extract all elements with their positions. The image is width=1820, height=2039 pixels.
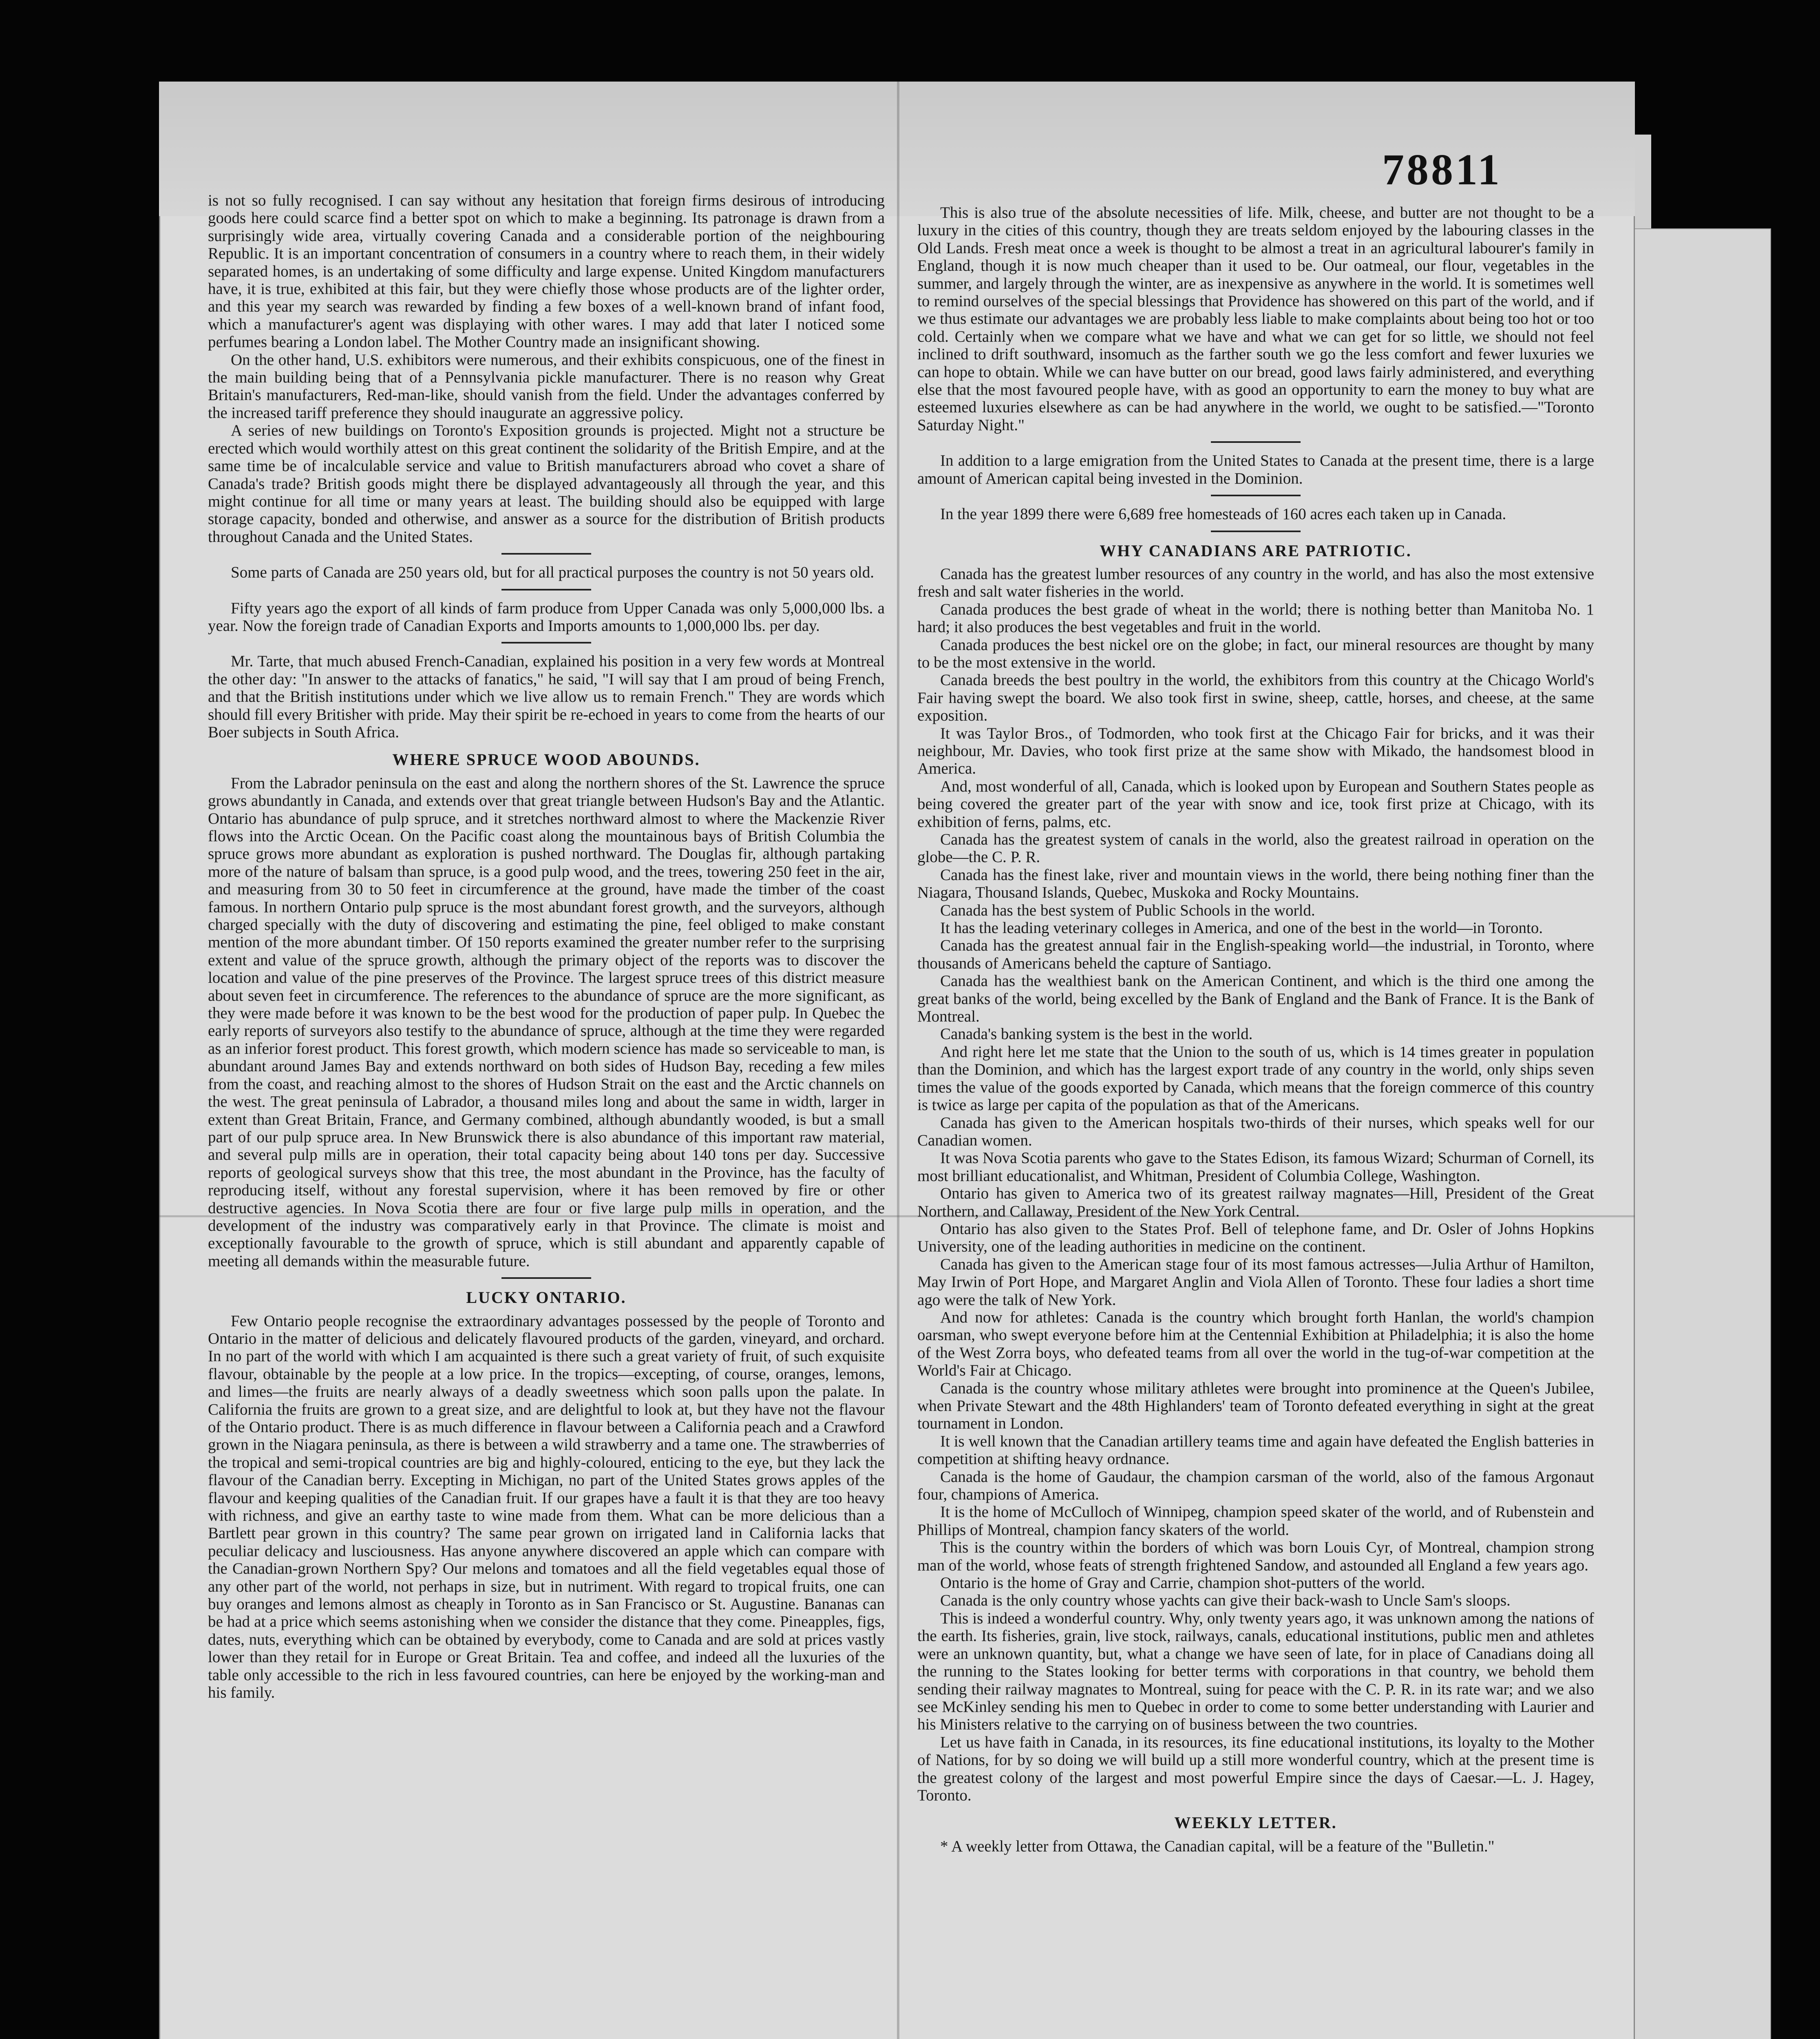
paragraph: It was Taylor Bros., of Todmorden, who took first at the Chicago Fair for bricks, and it was their neighbour, Mr. Davies, who took first prize at the same show with Mikado, the handsomest blood in America. [917,724,1594,778]
paragraph: This is also true of the absolute necessities of life. Milk, cheese, and butter are not thought to be a luxury in the cities of this country, though they are treats seldom enjoyed by the labouring classes in the Old Lands. Fresh meat once a week is thought to be almost a treat in an agricultural labourer's family in England, though it is now much cheaper than it used to be. Our oatmeal, our flour, vegetables in the summer, and largely through the winter, are as inexpensive as anywhere in the world. It is sometimes well to remind ourselves of the special blessings that Providence has showered on this part of the world, and if we thus estimate our advantages we are probably less liable to make complaints about being too hot or too cold. Certainly when we compare what we have and what we can get for so little, we should not feel inclined to drift southward, insomuch as the farther south we go the less comfort and fewer luxuries we can hope to obtain. While we can have butter on our bread, good laws fairly administered, and everything else that the most favoured people have, with as good an opportunity to earn the money to buy what are esteemed luxuries elsewhere as can be had anywhere in the world, we ought to be satisfied.—"Toronto Saturday Night." [917,204,1594,434]
right-column [917,204,1594,1855]
paragraph: Canada has the finest lake, river and mountain views in the world, there being nothing finer than the Niagara, Thousand Islands, Quebec, Muskoka and Rocky Mountains. [917,866,1594,902]
paragraph: Canada produces the best grade of wheat in the world; there is nothing better than Manitoba No. 1 hard; it also produces the best vegetables and fruit in the world. [917,600,1594,636]
paragraph: Canada has the greatest system of canals in the world, also the greatest railroad in operation on the globe—the C. P. R. [917,831,1594,866]
paragraph: And now for athletes: Canada is the country which brought forth Hanlan, the world's champion oarsman, who swept everyone before him at the Centennial Exhibition at Philadelphia; it is also the home of the West Zorra boys, who defeated teams from all over the world in the tug-of-war competition at the World's Fair at Chicago. [917,1308,1594,1380]
paragraph: From the Labrador peninsula on the east and along the northern shores of the St. Lawrence the spruce grows abundantly in Canada, and extends over that great triangle between Hudson's Bay and the Atlantic. Ontario has abundance of pulp spruce, and it stretches northward almost to where the Mackenzie River flows into the Arctic Ocean. On the Pacific coast along the mountainous bays of British Columbia the spruce grows more abundant as exploration is pushed northward. The Douglas fir, although partaking more of the nature of balsam than spruce, is a good pulp wood, and the trees, towering 250 feet in the air, and measuring from 30 to 50 feet in circumference at the ground, have made the timber of the coast famous. In northern Ontario pulp spruce is the most abundant forest growth, and the surveyors, although charged specially with the duty of discovering and estimating the pine, feel obliged to make constant mention of the more abundant timber. Of 150 reports examined the greater number refer to the surprising extent and value of the spruce growth, although the primary object of the reports was to discover the location and value of the pine preserves of the Province. The largest spruce trees of this district measure about seven feet in circumference. The references to the abundance of spruce are the more significant, as they were made before it was known to be the best wood for the production of paper pulp. In Quebec the early reports of surveyors also testify to the abundance of spruce, although at the time they were regarded as an inferior forest product. This forest growth, which modern science has made so serviceable to man, is abundant around James Bay and extends northward on both sides of Hudson Bay, receding a few miles from the coast, and reaching almost to the shores of Hudson Strait on the east and the Arctic channels on the west. The great peninsula of Labrador, a thousand miles long and about the same in width, larger in extent than Great Britain, France, and Germany combined, although abundantly wooded, is but a small part of our pulp spruce area. In New Brunswick there is also abundance of this important raw material, and several pulp mills are in operation, their total capacity being about 140 tons per day. Successive reports of geological surveys show that this tree, the most abundant in the Province, has the faculty of reproducing itself, without any forestal supervision, where it has been removed by fire or other destructive agencies. In Nova Scotia there are four or five large pulp mills in operation, and the development of the industry was comparatively early in that Province. The climate is moist and exceptionally favourable to the growth of spruce, which is still abundant and apparently capable of meeting all demands within the measurable future. [208,774,885,1270]
section-heading: WHERE SPRUCE WOOD ABOUNDS. [392,750,700,769]
patriotic-paragraphs [917,565,1594,1804]
paragraph: Canada has the best system of Public Schools in the world. [940,901,1315,919]
divider-rule [1211,495,1301,496]
paragraph: It is well known that the Canadian artillery teams time and again have defeated the English batteries in competition at shifting heavy ordnance. [917,1432,1594,1468]
left-column [208,192,885,1702]
paragraph: It is the home of McCulloch of Winnipeg, champion speed skater of the world, and of Rubenstein and Phillips of Montreal, champion fancy skaters of the world. [917,1503,1594,1539]
paragraph: And right here let me state that the Union to the south of us, which is 14 times greater in population than the Dominion, and which has the largest export trade of any country in the world, only ships seven times the value of the goods exported by Canada, which means that the foreign commerce of this country is twice as large per capita of the population as that of the Americans. [917,1043,1594,1114]
paragraph: Canada is the country whose military athletes were brought into prominence at the Queen's Jubilee, when Private Stewart and the 48th Highlanders' team of Toronto defeated everything in sight at the great tournament in London. [917,1379,1594,1433]
paragraph: is not so fully recognised. I can say without any hesitation that foreign firms desirous of introducing goods here could scarce find a better spot on which to make a beginning. Its patronage is drawn from a surprisingly wide area, virtually covering Canada and a considerable portion of the neighbouring Republic. It is an important concentration of consumers in a country where to reach them, in their widely separated homes, is an undertaking of some difficulty and large expense. United Kingdom manufacturers have, it is true, exhibited at this fair, but they were chiefly those whose products are of the lighter order, and this year my search was rewarded by finding a few boxes of a well-known brand of infant food, which a manufacturer's agent was displaying with other wares. I may add that later I noticed some perfumes bearing a London label. The Mother Country made an insignificant showing. [208,192,885,351]
paragraph: This is the country within the borders of which was born Louis Cyr, of Montreal, champion strong man of the world, whose feats of strength frightened Sandow, and astounded all England a few years ago. [917,1539,1594,1574]
underlying-sheet-edge [1623,228,1771,2039]
paragraph: Fifty years ago the export of all kinds of farm produce from Upper Canada was only 5,000,000 lbs. a year. Now the foreign trade of Canadian Exports and Imports amounts to 1,000,000 lbs. per day. [208,599,885,635]
paragraph: A series of new buildings on Toronto's Exposition grounds is projected. Might not a structure be erected which would worthily attest on this great continent the solidarity of the British Empire, and at the same time be of incalculable service and value to British manufacturers abroad who covet a share of Canada's trade? British goods might there be displayed advantageously all through the year, and this might continue for all time or many years at least. The building should also be equipped with large storage capacity, bonded and otherwise, and answer as a source for the distribution of British products throughout Canada and the United States. [208,422,885,546]
section-heading: LUCKY ONTARIO. [466,1288,627,1307]
paragraph: Let us have faith in Canada, in its resources, its fine educational institutions, its loyalty to the Mother of Nations, for by so doing we will build up a still more wonderful country, which at the present time is the greatest colony of the largest and most powerful Empire since the days of Caesar.—L. J. Hagey, Toronto. [917,1733,1594,1804]
archive-stamp-number: 78811 [1382,146,1502,194]
paragraph: Canada has the greatest annual fair in the English-speaking world—the industrial, in Toronto, where thousands of Americans beheld the capture of Santiago. [917,937,1594,972]
divider-rule [501,642,591,644]
paragraph: On the other hand, U.S. exhibitors were numerous, and their exhibits conspicuous, one of the finest in the main building being that of a Pennsylvania pickle manufacturer. There is no reason why Great Britain's manufacturers, Red-man-like, should vanish from the field. Under the advantages conferred by the increased tariff preference they should inaugurate an aggressive policy. [208,351,885,422]
paragraph: Ontario is the home of Gray and Carrie, champion shot-putters of the world. [940,1574,1425,1592]
paragraph: Canada is the only country whose yachts can give their back-wash to Uncle Sam's sloops. [940,1592,1511,1610]
paragraph: This is indeed a wonderful country. Why, only twenty years ago, it was unknown among the nations of the earth. Its fisheries, grain, live stock, railways, canals, educational institutions, public men and athletes were an unknown quantity, but, what a change we have seen of late, for in place of Canadians doing all the running to the States looking for better terms with corporations in that country, we behold them sending their railway magnates to Montreal, suing for peace with the C. P. R. in its rate war; and we also see McKinley sending his men to Quebec in order to come to some better understanding with Laurier and his Ministers relative to the carrying on of business between the two countries. [917,1609,1594,1734]
paragraph: And, most wonderful of all, Canada, which is looked upon by European and Southern States people as being covered the greater part of the year with snow and ice, took first prize at Chicago, with its exhibition of ferns, palms, etc. [917,777,1594,831]
paragraph: * A weekly letter from Ottawa, the Canadian capital, will be a feature of the "Bulletin." [940,1837,1495,1855]
paragraph: Mr. Tarte, that much abused French-Canadian, explained his position in a very few words at Montreal the other day: "In answer to the attacks of fanatics," he said, "I will say that I am proud of being French, and that the British institutions under which we live allow us to remain French." They are words which should fill every Britisher with pride. May their spirit be re-echoed in years to come from the hearts of our Boer subjects in South Africa. [208,652,885,741]
paragraph: Few Ontario people recognise the extraordinary advantages possessed by the people of Toronto and Ontario in the matter of delicious and delicately flavoured products of the garden, vineyard, and orchard. In no part of the world with which I am acquainted is there such a great variety of fruit, of such exquisite flavour, obtainable by the people at a low price. In the tropics—excepting, of course, oranges, lemons, and limes—the fruits are nearly always of a deadly sweetness which soon palls upon the palate. In California the fruits are grown to a great size, and are delightful to look at, but they have not the flavour of the Ontario product. There is as much difference in flavour between a California peach and a Crawford grown in the Niagara peninsula, as there is between a wild strawberry and a tame one. The strawberries of the tropical and semi-tropical countries are big and highly-coloured, enticing to the eye, but they lack the flavour of the Canadian berry. Excepting in Michigan, no part of the United States grows apples of the flavour and keeping qualities of the Canadian fruit. If our grapes have a fault it is that they are too heavy with richness, and give an earthy taste to wine made from them. What can be more delicious than a Bartlett pear grown in this country? The same pear grown on irrigated land in California lacks that peculiar delicacy and lusciousness. Has anyone anywhere discovered an apple which can compare with the Canadian-grown Northern Spy? Our melons and tomatoes and all the field vegetables equal those of any other part of the world, not perhaps in size, but in nutriment. With regard to tropical fruits, one can buy oranges and lemons almost as cheaply in Toronto as in San Francisco or St. Augustine. Bananas can be had at a price which seems astonishing when we consider the distance that they come. Pineapples, figs, dates, nuts, everything which can be obtained by everybody, come to Canada and are sold at prices vastly lower than they retail for in Europe or Great Britain. Tea and coffee, and indeed all the luxuries of the table only accessible to the rich in less favoured countries, can here be enjoyed by the working-man and his family. [208,1312,885,1702]
divider-rule [501,553,591,555]
paragraph: Ontario has also given to the States Prof. Bell of telephone fame, and Dr. Osler of Johns Hopkins University, one of the leading authorities in medicine on the continent. [917,1220,1594,1256]
paragraph: It was Nova Scotia parents who gave to the States Edison, its famous Wizard; Schurman of Cornell, its most brilliant educationalist, and Whitman, President of Columbia College, Washington. [917,1149,1594,1185]
paragraph: It has the leading veterinary colleges in America, and one of the best in the world—in Toronto. [940,919,1543,937]
paragraph: Canada's banking system is the best in the world. [940,1025,1253,1043]
paragraph: Canada has given to the American hospitals two-thirds of their nurses, which speaks well for our Canadian women. [917,1114,1594,1149]
paragraph: In the year 1899 there were 6,689 free homesteads of 160 acres each taken up in Canada. [940,505,1506,523]
paragraph: Ontario has given to America two of its greatest railway magnates—Hill, President of the Great Northern, and Callaway, President of the New York Central. [917,1185,1594,1220]
vertical-fold [897,82,899,2039]
section-heading: WHY CANADIANS ARE PATRIOTIC. [1100,541,1412,560]
newspaper-page [159,82,1635,2039]
paragraph: Canada produces the best nickel ore on the globe; in fact, our mineral resources are thought by many to be the most extensive in the world. [917,636,1594,671]
paragraph: Some parts of Canada are 250 years old, but for all practical purposes the country is not 50 years old. [231,564,874,582]
paragraph: In addition to a large emigration from the United States to Canada at the present time, there is a large amount of American capital being invested in the Dominion. [917,452,1594,487]
divider-rule [1211,441,1301,443]
paragraph: Canada breeds the best poultry in the world, the exhibitors from this country at the Chicago World's Fair having swept the board. We also took first in swine, sheep, cattle, horses, and cheese, at the same exposition. [917,671,1594,725]
paragraph: Canada has the greatest lumber resources of any country in the world, and has also the most extensive fresh and salt water fisheries in the world. [917,565,1594,601]
divider-rule [501,589,591,590]
paragraph: Canada has the wealthiest bank on the American Continent, and which is the third one among the great banks of the world, being excelled by the Bank of England and the Bank of France. It is the Bank of Montreal. [917,972,1594,1026]
paragraph: Canada is the home of Gaudaur, the champion carsman of the world, also of the famous Argonaut four, champions of America. [917,1468,1594,1504]
divider-rule [1211,531,1301,532]
section-heading: WEEKLY LETTER. [1174,1813,1337,1832]
divider-rule [501,1277,591,1279]
paragraph: Canada has given to the American stage four of its most famous actresses—Julia Arthur of Hamilton, May Irwin of Port Hope, and Margaret Anglin and Viola Allen of Toronto. These four ladies a short time ago were the talk of New York. [917,1255,1594,1309]
